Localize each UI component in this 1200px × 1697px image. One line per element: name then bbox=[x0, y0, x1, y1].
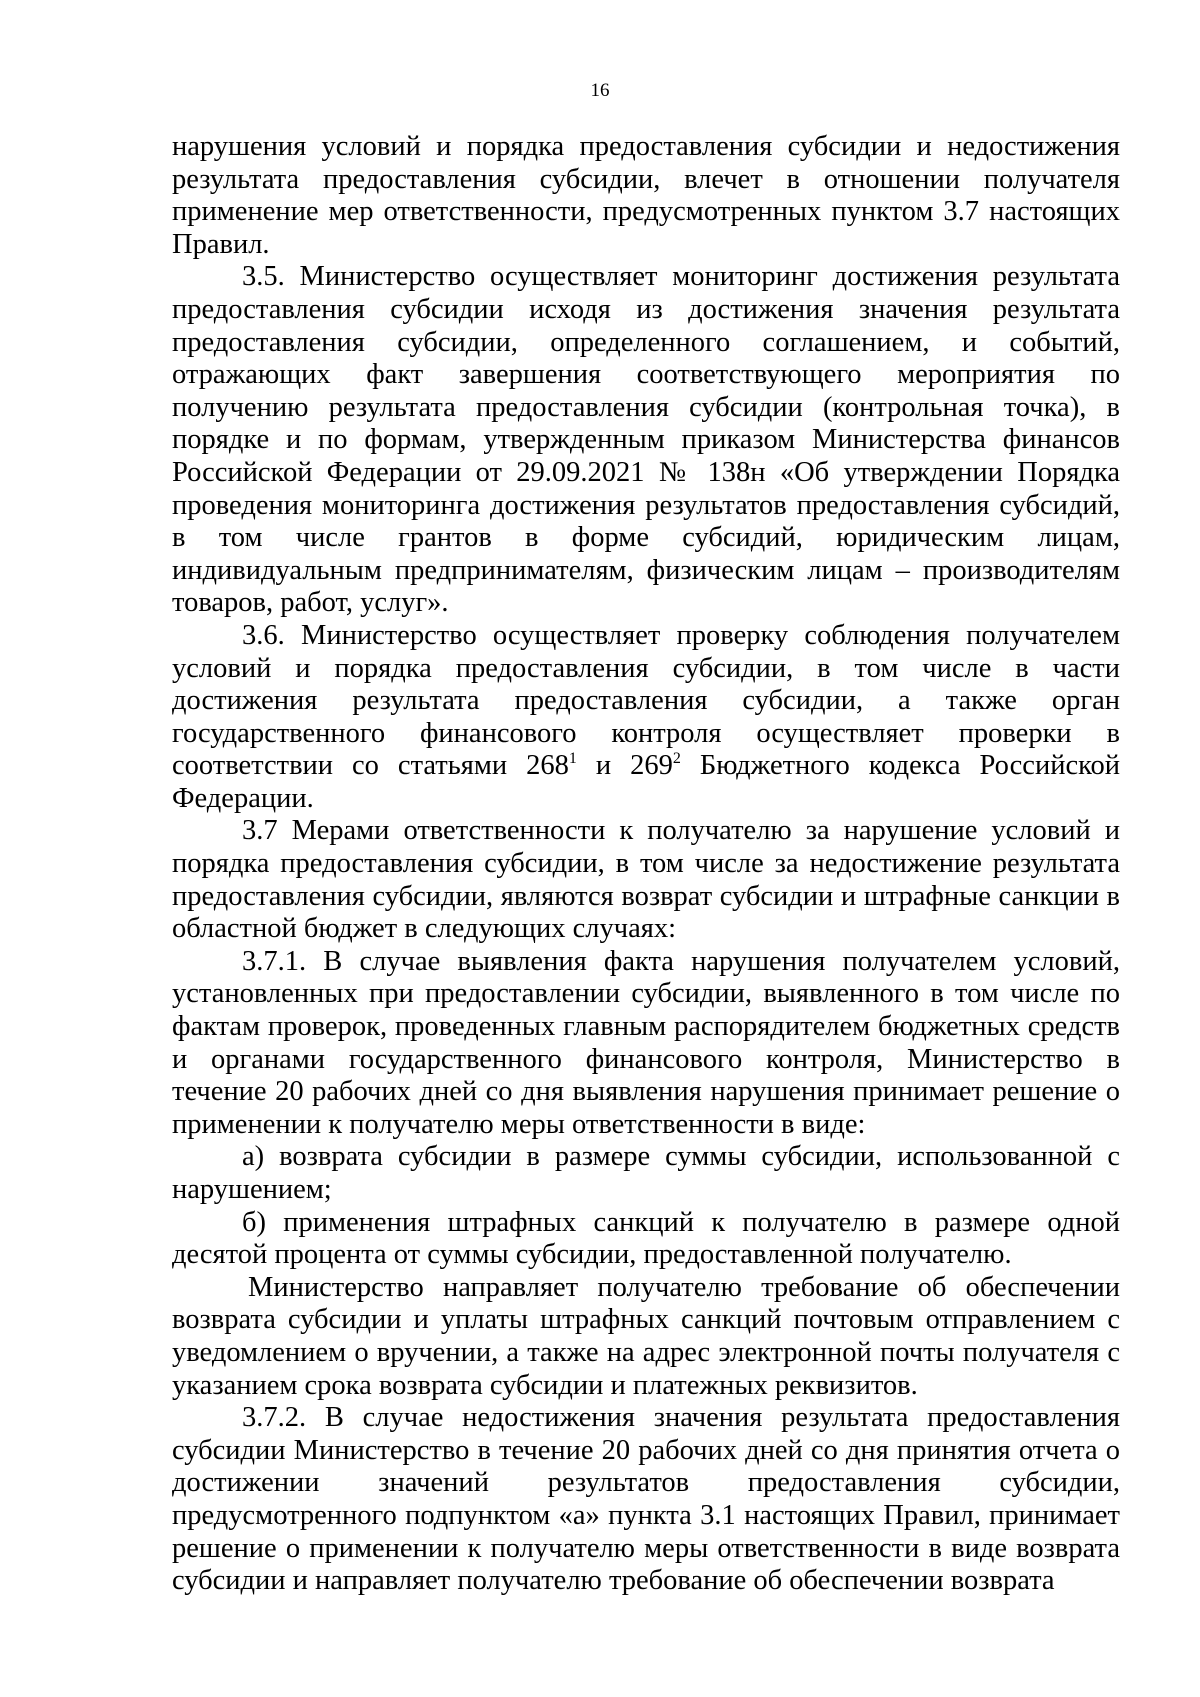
paragraph-3-6-text-before: 3.6. Министерство осуществляет проверку соблюдения получателем условий и порядка предоставления субсидии, в том числе в части достижения результата предоставления субсидии, а также орган государственного финансового контроля осуществляет проверки в соответствии со статьями 268 bbox=[172, 619, 1120, 782]
paragraph-3-7-1: 3.7.1. В случае выявления факта нарушения получателем условий, установленных при предоставлении субсидии, выявленного в том числе по фактам проверок, проведенных главным распорядителем бюджетных средств и органами государственного финансового контроля, Министерство в течение 20 рабочих дней со дня выявления нарушения принимает решение о применении к получателю меры ответственности в виде: bbox=[172, 945, 1120, 1140]
document-body bbox=[172, 131, 1120, 1598]
paragraph-ministry-requirement: Министерство направляет получателю требование об обеспечении возврата субсидии и уплаты штрафных санкций почтовым отправлением с уведомлением о вручении, а также на адрес электронной почты получателя с указанием срока возврата субсидии и платежных реквизитов. bbox=[172, 1271, 1120, 1401]
list-item-a: а) возврата субсидии в размере суммы субсидии, использованной с нарушением; bbox=[172, 1141, 1120, 1205]
paragraph-3-7: 3.7 Мерами ответственности к получателю за нарушение условий и порядка предоставления субсидии, в том числе за недостижение результата предоставления субсидии, являются возврат субсидии и штрафные санкции в областной бюджет в следующих случаях: bbox=[172, 815, 1120, 945]
paragraph-3-7-2: 3.7.2. В случае недостижения значения результата предоставления субсидии Министерство в течение 20 рабочих дней со дня принятия отчета о достижении значений результатов предоставления субсидии, предусмотренного подпунктом «а» пункта 3.1 настоящих Правил, принимает решение о применении к получателю меры ответственности в виде возврата субсидии и направляет получателю требование об обеспечении возврата bbox=[172, 1402, 1120, 1597]
paragraph-3-5: 3.5. Министерство осуществляет мониторинг достижения результата предоставления субсидии исходя из достижения значения результата предоставления субсидии, определенного соглашением, и событий, отражающих факт завершения соответствующего мероприятия по получению результата предоставления субсидии (контрольная точка), в порядке и по формам, утвержденным приказом Министерства финансов Российской Федерации от 29.09.2021 № 138н «Об утверждении Порядка проведения мониторинга достижения результатов предоставления субсидий, в том числе грантов в форме субсидий, юридическим лицам, индивидуальным предпринимателям, физическим лицам – производителям товаров, работ, услуг». bbox=[172, 261, 1120, 619]
paragraph-3-6-text-after: Бюджетного кодекса Российской Федерации. bbox=[172, 750, 1120, 814]
list-item-b: б) применения штрафных санкций к получателю в размере одной десятой процента от суммы субсидии, предоставленной получателю. bbox=[172, 1206, 1120, 1271]
paragraph-3-6 bbox=[172, 620, 1120, 816]
footnote-superscript-1: 1 bbox=[568, 750, 577, 768]
paragraph-continuation: нарушения условий и порядка предоставления субсидии и недостижения результата предоставления субсидии, влечет в отношении получателя применение мер ответственности, предусмотренных пунктом 3.7 настоящих Правил. bbox=[172, 131, 1120, 260]
footnote-superscript-2: 2 bbox=[672, 750, 681, 768]
page-number: 16 bbox=[590, 80, 610, 101]
paragraph-3-6-text-middle: и 269 bbox=[576, 750, 673, 782]
